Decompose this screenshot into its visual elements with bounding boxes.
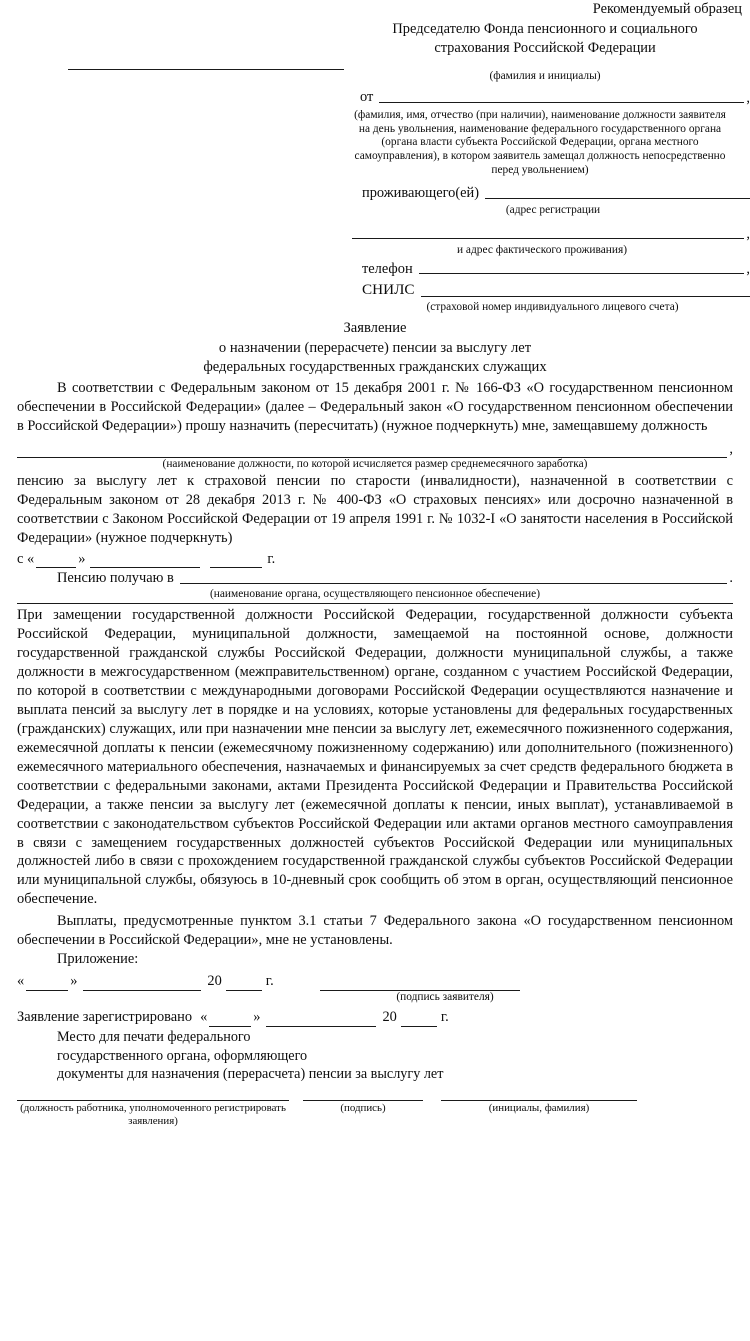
attachment-label: Приложение: xyxy=(57,951,139,968)
stamp-note-line-2: государственного органа, оформляющего xyxy=(57,1047,308,1064)
snils-label: СНИЛС xyxy=(362,281,415,299)
caption-snils: (страховой номер индивидуального лицевого счета) xyxy=(426,300,679,313)
from-label: от xyxy=(360,88,374,105)
stamp-note-line-1: Место для печати федерального xyxy=(57,1028,251,1045)
actual-address-comma: , xyxy=(746,225,750,242)
from-row xyxy=(0,88,750,107)
reg-year-20: 20 xyxy=(382,1009,397,1026)
caption-pension-body: (наименование органа, осуществляющего пенсионное обеспечение) xyxy=(209,587,541,600)
pension-start-date-row xyxy=(17,550,733,568)
pension-receive-row xyxy=(17,569,733,587)
pension-body-rule[interactable] xyxy=(180,583,728,584)
phone-rule[interactable] xyxy=(419,273,745,274)
document-title-block xyxy=(0,319,750,377)
date-quote-close: » xyxy=(78,550,86,567)
reg-year-blank[interactable] xyxy=(401,1011,437,1026)
worker-signature-rule[interactable] xyxy=(303,1100,423,1101)
section-divider-rule xyxy=(17,603,733,604)
addressee-line-2: страхования Российской Федерации xyxy=(434,40,656,57)
footer-year-blank[interactable] xyxy=(226,975,262,990)
recommended-sample-label: Рекомендуемый образец xyxy=(592,1,742,17)
addressee-line-1: Председателю Фонда пенсионного и социального xyxy=(392,21,698,38)
footer-day-blank[interactable] xyxy=(26,975,68,990)
footer-year-20: 20 xyxy=(207,973,222,990)
fio-rule xyxy=(68,69,344,70)
date-year-blank[interactable] xyxy=(210,553,262,568)
snils-row xyxy=(0,280,750,299)
footer-signature-lines xyxy=(17,1100,733,1101)
caption-position-for-earnings: (наименование должности, по которой исчисляется размер среднемесячного заработка) xyxy=(162,458,588,471)
caption-from-details: (фамилия, имя, отчество (при наличии), наименование должности заявителя на день увольнения, наименование федерального государственного органа (органа власти субъекта Российской Федерации, органа местного самоуправления), в котором заявитель замещал должность непосредственно перед увольнением) xyxy=(354,109,726,176)
worker-position-rule[interactable] xyxy=(17,1100,289,1101)
stamp-place-note xyxy=(17,1028,733,1085)
registration-row xyxy=(17,1008,733,1026)
caption-applicant-signature: (подпись заявителя) xyxy=(396,990,494,1003)
from-comma: , xyxy=(746,89,750,106)
residing-row xyxy=(0,184,750,202)
footer-month-blank[interactable] xyxy=(83,975,201,990)
page-title: Заявление xyxy=(343,320,407,337)
pension-receive-label: Пенсию получаю в xyxy=(57,570,174,587)
phone-comma: , xyxy=(746,260,750,277)
page-subtitle-1: о назначении (перерасчете) пенсии за выслугу лет xyxy=(218,339,532,356)
snils-rule[interactable] xyxy=(421,296,750,297)
phone-row xyxy=(0,260,750,278)
applicant-signature-caption-wrap xyxy=(17,991,733,1005)
date-year-suffix: г. xyxy=(267,550,276,567)
position-blank-row xyxy=(17,440,733,458)
reg-month-blank[interactable] xyxy=(266,1011,376,1026)
page-subtitle-2: федеральных государственных гражданских служащих xyxy=(203,358,547,375)
paragraph-payments-not-established: Выплаты, предусмотренные пунктом 3.1 статьи 7 Федерального закона «О государственном пенсионном обеспечении в Российской Федерации», мне не установлены. xyxy=(17,913,733,949)
pension-period: . xyxy=(729,570,733,587)
actual-address-rule[interactable] xyxy=(352,238,744,239)
paragraph-law-400fz: пенсию за выслугу лет к страховой пенсии по старости (инвалидности), назначенной в соответствии с Федеральным законом от 28 декабря 2013 г. № 400-ФЗ «О страховых пенсиях» или досрочно назначенной в соответствии с Законом Российской Федерации от 19 апреля 1991 г. № 1032-I «О занятости населения в Российской Федерации» (нужное подчеркнуть) xyxy=(17,472,733,546)
reg-year-suffix: г. xyxy=(440,1009,449,1026)
footer-date-quote-open: « xyxy=(17,973,25,990)
addressee-block xyxy=(355,20,735,57)
footer-year-suffix: г. xyxy=(265,973,274,990)
paragraph-law-166fz: В соответствии с Федеральным законом от 15 декабря 2001 г. № 166-ФЗ «О государственном пенсионном обеспечении в Российской Федерации» (далее – Федеральный закон «О государственном пенсионном обеспечении в Российской Федерации») прошу назначить (пересчитать) (нужное подчеркнуть) мне, замещавшему должность xyxy=(17,380,733,434)
phone-label: телефон xyxy=(362,260,413,277)
reg-date-quote-open: « xyxy=(200,1009,208,1026)
date-prefix: с « xyxy=(17,550,35,567)
caption-actual-address: и адрес фактического проживания) xyxy=(456,244,627,256)
stamp-note-line-3: документы для назначения (перерасчета) пенсии за выслугу лет xyxy=(57,1066,444,1083)
residing-label: проживающего(ей) xyxy=(362,185,480,202)
date-day-blank[interactable] xyxy=(36,553,76,568)
caption-initials-surname: (инициалы, фамилия) xyxy=(488,1102,590,1115)
residing-rule[interactable] xyxy=(485,198,750,199)
caption-registration-address: (адрес регистрации xyxy=(505,203,601,216)
caption-signature: (подпись) xyxy=(340,1102,386,1115)
reg-date-quote-close: » xyxy=(253,1009,261,1026)
caption-fio: (фамилия и инициалы) xyxy=(489,69,601,82)
registered-label: Заявление зарегистрировано xyxy=(17,1009,193,1026)
applicant-date-signature-row xyxy=(17,972,733,990)
from-rule[interactable] xyxy=(379,102,744,103)
position-comma: , xyxy=(729,440,733,457)
worker-initials-rule[interactable] xyxy=(441,1100,637,1101)
footer-signature-captions xyxy=(17,1102,733,1128)
footer-date-quote-close: » xyxy=(70,973,78,990)
actual-address-row xyxy=(0,225,750,243)
date-month-blank[interactable] xyxy=(90,553,200,568)
caption-worker-position: (должность работника, уполномоченного регистрировать заявления) xyxy=(20,1102,286,1128)
reg-day-blank[interactable] xyxy=(209,1011,251,1026)
paragraph-obligations: При замещении государственной должности Российской Федерации, государственной должности субъекта Российской Федерации, муниципальной должности, замещаемой на постоянной основе, должности государственной гражданской службы Российской Федерации, должности муниципальной службы, а также должности в межгосударственном (межправительственном) органе, созданном с участием Российской Федерации, по которой в соответствии с международными договорами Российской Федерации осуществляются назначение и выплата пенсий за выслугу лет в порядке и на условиях, которые установлены для федеральных государственных (гражданских) служащих, или при назначении мне пенсии за выслугу лет, ежемесячного пожизненного содержания, ежемесячной доплаты к пенсии (ежемесячному пожизненному содержанию) или дополнительного (пожизненного) ежемесячного материального обеспечения, назначаемых и финансируемых за счет средств федерального бюджета в соответствии с федеральными законами, актами Президента Российской Федерации и Правительства Российской Федерации, а также пенсии за выслугу лет (ежемесячной доплаты к пенсии, иных выплат), устанавливаемой в соответствии с законодательством субъектов Российской Федерации или актами органов местного самоуправления в связи с замещением государственных должностей субъектов Российской Федерации или муниципальных должностей либо в связи с прохождением государственной гражданской службы субъектов Российской Федерации или муниципальной службы, обязуюсь в 10-дневный срок сообщить об этом в орган, осуществляющий пенсионное обеспечение. xyxy=(17,607,733,908)
